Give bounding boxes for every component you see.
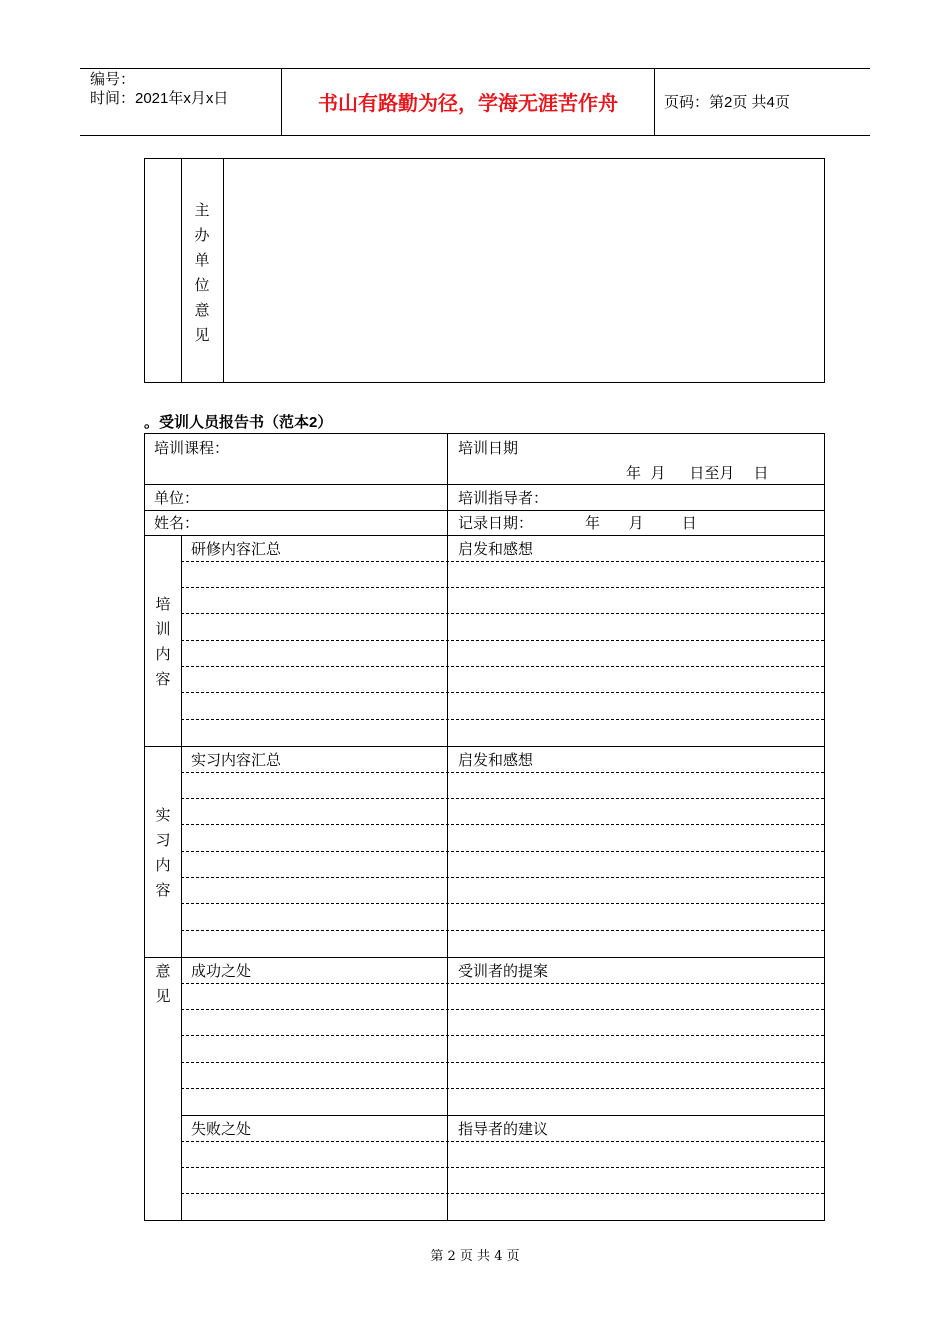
training-writing-line bbox=[181, 613, 824, 614]
training-writing-line bbox=[181, 587, 824, 588]
practice-writing-line bbox=[181, 824, 824, 825]
side-label-divider bbox=[181, 535, 182, 1221]
table-border-top bbox=[144, 158, 824, 159]
practice-left-header: 实习内容汇总 bbox=[191, 751, 282, 769]
training-writing-line bbox=[181, 640, 824, 641]
form-border-top bbox=[144, 433, 824, 434]
practice-writing-line bbox=[181, 798, 824, 799]
success-header: 成功之处 bbox=[191, 962, 252, 980]
practice-writing-line bbox=[181, 851, 824, 852]
row-rule-4 bbox=[144, 746, 824, 747]
training-left-header: 研修内容汇总 bbox=[191, 540, 282, 558]
row-rule-3 bbox=[144, 535, 824, 536]
form-border-bottom bbox=[144, 1220, 824, 1221]
table-border-right bbox=[824, 158, 825, 383]
opinion-writing-line bbox=[181, 1062, 824, 1063]
opinion-writing-line bbox=[181, 1088, 824, 1089]
table-border-left bbox=[144, 158, 145, 383]
failure-header: 失败之处 bbox=[191, 1120, 252, 1138]
header-page-info: 页码：第2页 共4页 bbox=[664, 94, 790, 111]
instructor-label: 培训指导者： bbox=[458, 489, 549, 507]
form-border-right bbox=[824, 433, 825, 1221]
unit-label: 单位： bbox=[154, 489, 200, 507]
host-opinion-label: 主 办 单 位 意 见 bbox=[194, 201, 210, 344]
form-border-left bbox=[144, 433, 145, 1221]
header-time-label: 时间：2021年x月x日 bbox=[90, 90, 229, 107]
practice-writing-line bbox=[181, 930, 824, 931]
training-side-label: 培 训 内 容 bbox=[155, 595, 171, 688]
training-writing-line bbox=[181, 719, 824, 720]
course-label: 培训课程： bbox=[154, 439, 230, 457]
table-divider-1 bbox=[181, 158, 182, 383]
opinion-writing-line bbox=[181, 1141, 824, 1142]
advice-header: 指导者的建议 bbox=[458, 1120, 549, 1138]
record-date-label: 记录日期： bbox=[458, 514, 534, 532]
opinion-writing-line bbox=[181, 983, 824, 984]
row-rule-5 bbox=[144, 957, 824, 958]
row-rule-1 bbox=[144, 484, 824, 485]
opinion-writing-line bbox=[181, 1009, 824, 1010]
header-divider-right bbox=[654, 68, 655, 136]
training-date-range: 年 月 日至月 日 bbox=[626, 464, 769, 482]
header-number-label: 编号： bbox=[90, 71, 136, 88]
practice-writing-line bbox=[181, 772, 824, 773]
practice-right-header: 启发和感想 bbox=[458, 751, 534, 769]
practice-side-label: 实 习 内 容 bbox=[155, 806, 171, 899]
training-writing-line bbox=[181, 666, 824, 667]
opinion-side-label: 意 见 bbox=[155, 962, 171, 1005]
content-column-divider bbox=[447, 535, 448, 1221]
practice-writing-line bbox=[181, 903, 824, 904]
training-writing-line bbox=[181, 692, 824, 693]
header-top-rule bbox=[80, 68, 870, 69]
row-rule-2 bbox=[144, 510, 824, 511]
page-footer: 第 2 页 共 4 页 bbox=[430, 1249, 520, 1264]
header-bottom-rule bbox=[80, 135, 870, 136]
training-writing-line bbox=[181, 561, 824, 562]
proposal-header: 受训者的提案 bbox=[458, 962, 549, 980]
table-border-bottom bbox=[144, 382, 824, 383]
header-motto: 书山有路勤为径，学海无涯苦作舟 bbox=[318, 93, 618, 115]
name-label: 姓名： bbox=[154, 514, 200, 532]
top-rows-divider bbox=[447, 433, 448, 536]
section-title: 。受训人员报告书（范本2） bbox=[144, 414, 333, 431]
training-date-label: 培训日期 bbox=[458, 439, 519, 457]
opinion-writing-line bbox=[181, 1035, 824, 1036]
training-right-header: 启发和感想 bbox=[458, 540, 534, 558]
table-divider-2 bbox=[223, 158, 224, 383]
opinion-writing-line bbox=[181, 1167, 824, 1168]
practice-writing-line bbox=[181, 877, 824, 878]
opinion-writing-line bbox=[181, 1193, 824, 1194]
row-rule-6 bbox=[181, 1115, 824, 1116]
record-date-ymd: 年 月 日 bbox=[585, 514, 697, 532]
